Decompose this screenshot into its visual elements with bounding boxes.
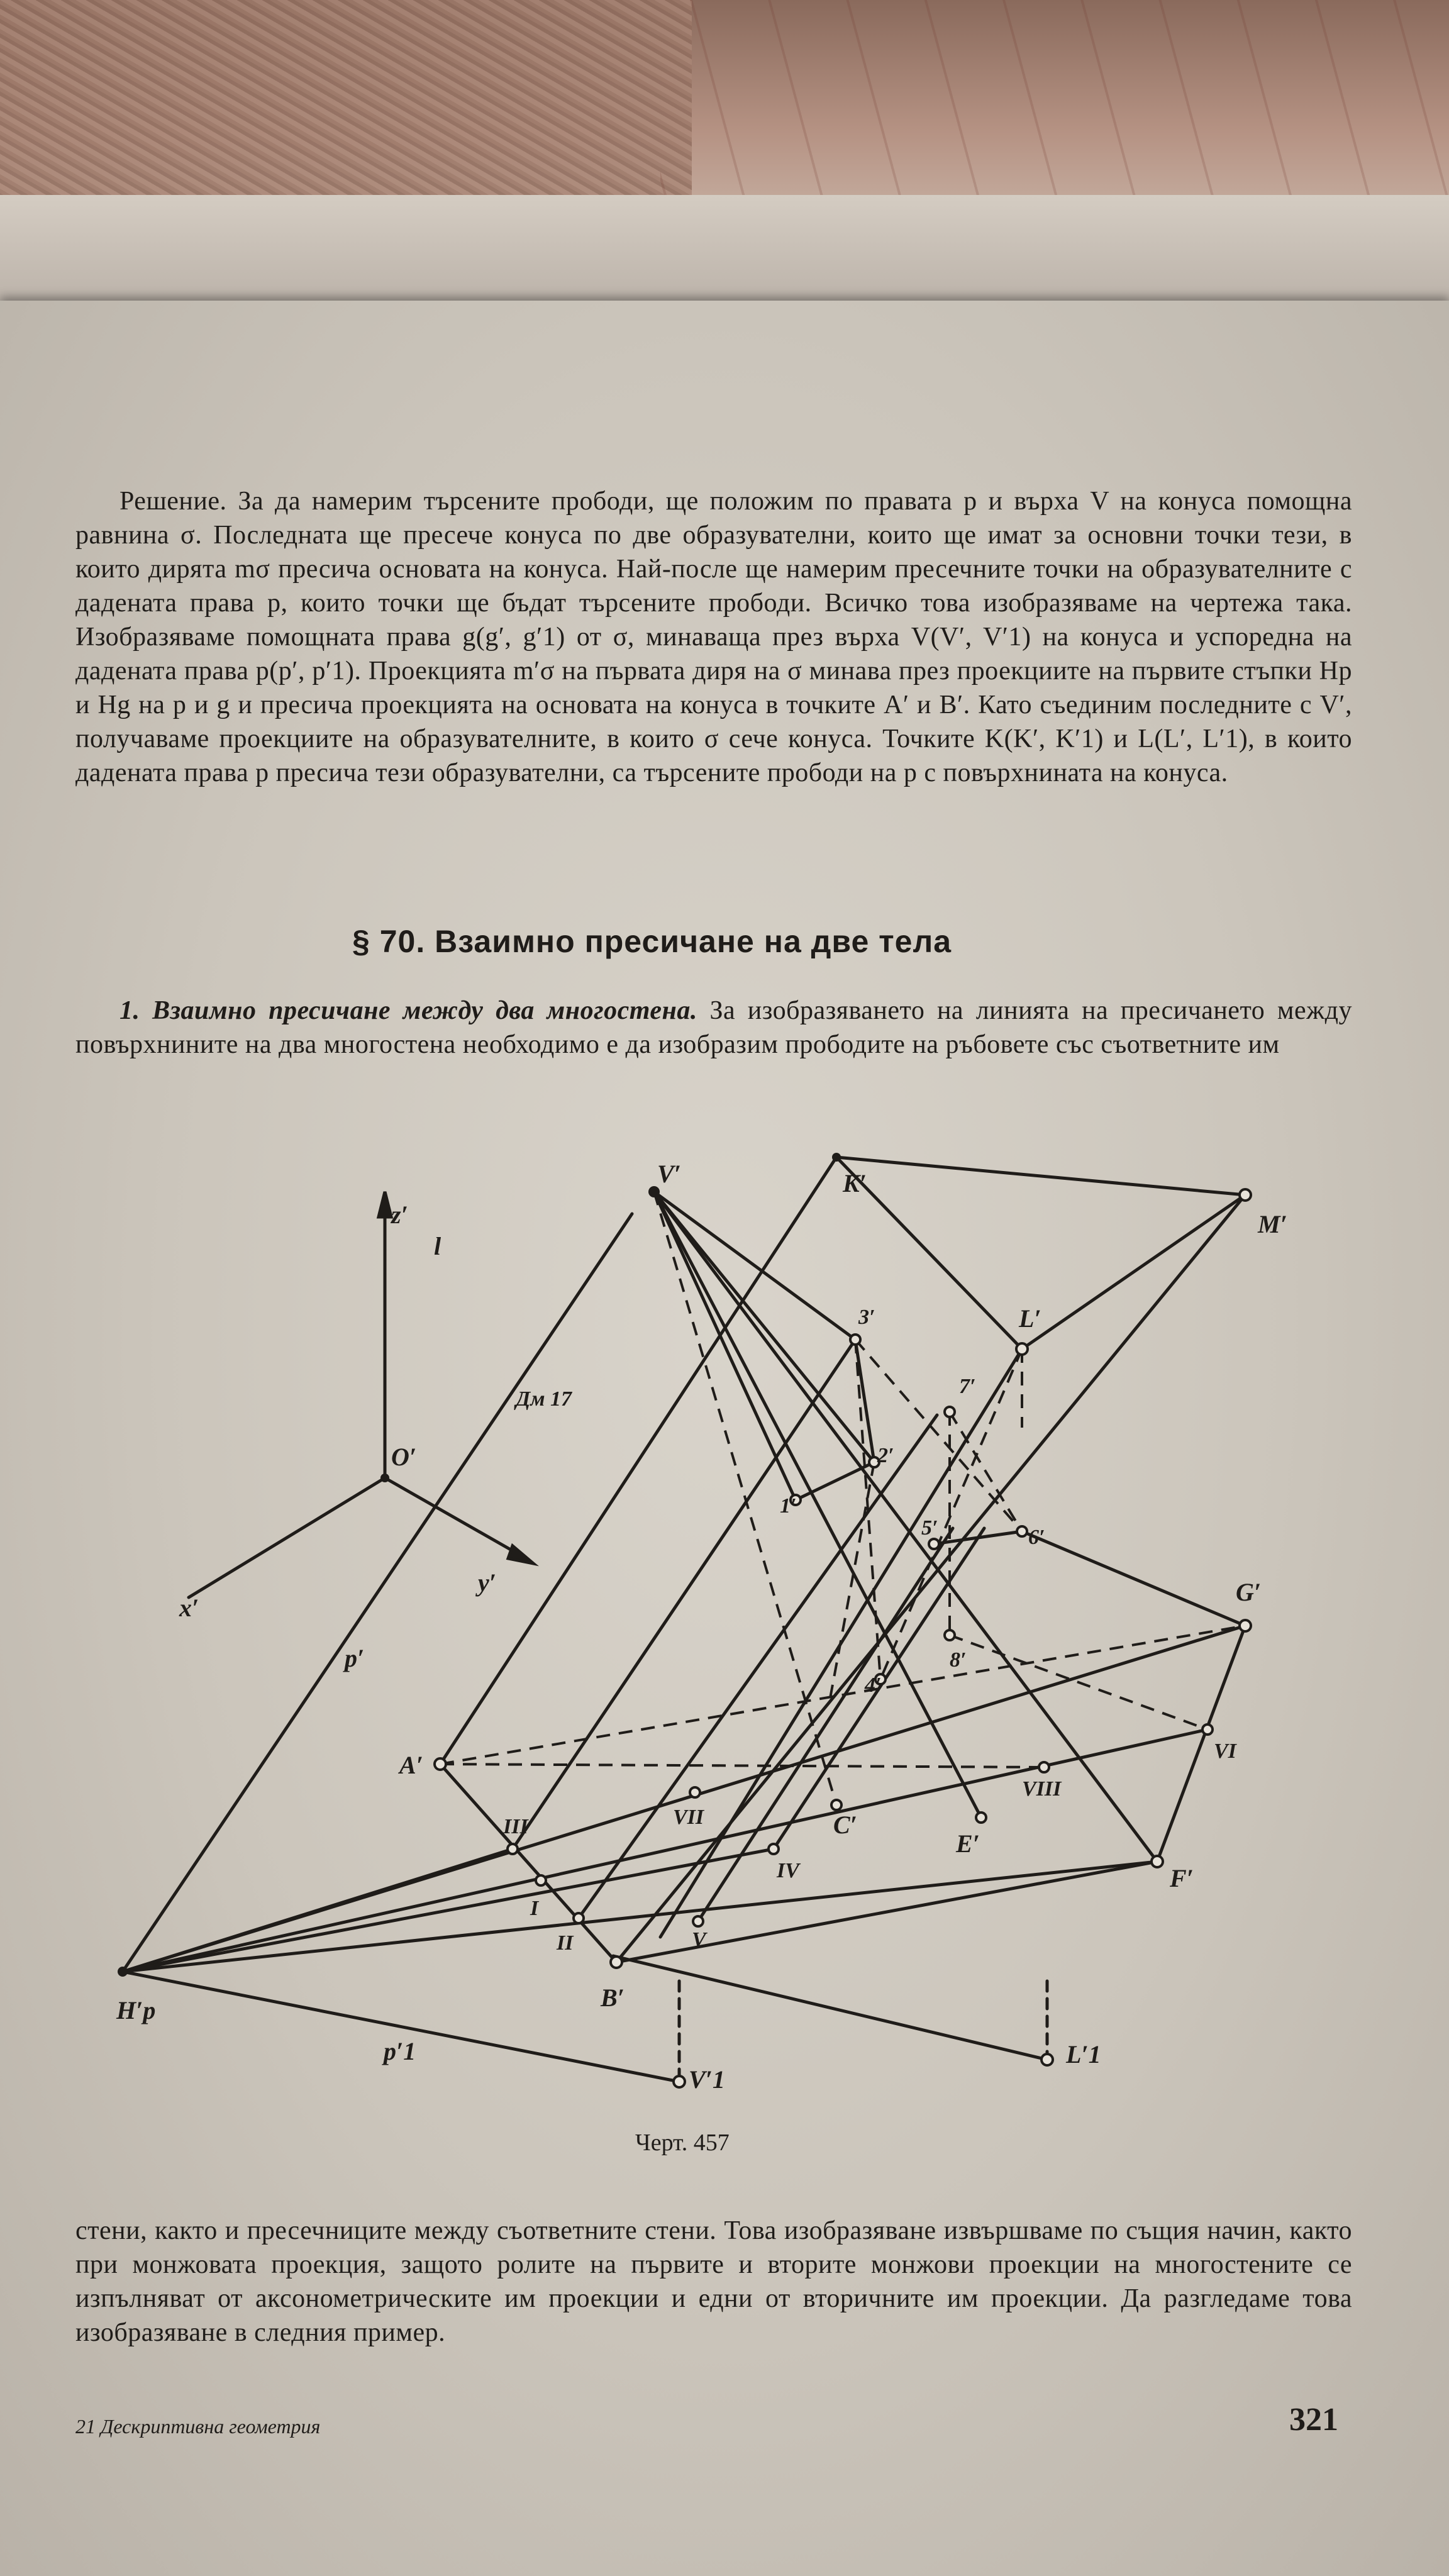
label-rVI: VI [1214,1740,1236,1763]
edge-ML [1022,1195,1245,1349]
axis-y-arrow [508,1546,533,1563]
paragraph-solution: Решение. За да намерим търсените прободи, ще положим по правата p и върха V на конуса помощна равнина σ. Последната ще пресече конуса по две образувателни, които ще имат за основни точки тези, в които дирята mσ пресича основата на конуса. Най-после ще намерим пресечните точки на образувателните с дадената права p, които точки ще бъдат търсените прободи. Всичко това изобразяваме на чертежа така. Изобразяваме помощната права g(g′, g′1) от σ, минаваща през върха V(V′, V′1) на конуса и успоредна на дадената права p(p′, p′1). Проекцията m′σ на първата диря на σ минава през проекциите на първите стъпки Hp и Hg на p и g и пресича проекцията на основата на конуса в точките A′ и B′. Като съединим последните с V′, получаваме проекциите на образувателните, в които σ сече конуса. Точките K(K′, K′1) и L(L′, L′1), в които дадената права p пресича тези образувателни, са търсените прободи на p с повърхнината на конуса. [75,487,1352,787]
point-VIII [1039,1762,1049,1772]
point-G [1240,1620,1251,1631]
point-E [976,1813,986,1823]
point-O [380,1474,389,1482]
paragraph-continued: стени, както и пресечниците между съответните стени. Това изобразяване извършваме по същия начин, както при монжовата проекция, защото ролите на първите и вторите монжови проекции на многостените се изпълняват от аксонометрическите им проекции и едни от вторичните им проекции. Да разгледаме това изобразяване в следния пример. [75,2216,1352,2347]
axis-x [189,1478,385,1597]
hidden-3-6 [855,1340,1022,1531]
edge-12 [796,1462,874,1500]
point-8 [945,1630,955,1640]
edge-KM [836,1157,1245,1195]
label-p: p′ [345,1644,365,1672]
edge-V1 [654,1192,796,1500]
label-O: O′ [391,1443,417,1471]
label-z: z′ [391,1201,408,1229]
label-rII: II [557,1931,574,1955]
edge-V2 [654,1192,874,1462]
label-L1: L′1 [1066,2040,1101,2068]
point-F [1152,1856,1163,1867]
figure-caption: Черт. 457 [635,2129,730,2156]
point-3 [850,1335,860,1345]
point-IV [769,1844,779,1854]
point-Vr [693,1916,703,1926]
section-heading: § 70. Взаимно пресичане на две тела [352,924,952,959]
point-C [831,1800,841,1810]
label-B: B′ [601,1984,625,2012]
point-K [832,1153,841,1162]
label-p1: p′1 [384,2037,416,2065]
label-x: x′ [179,1594,199,1622]
label-Hp: H′p [116,1996,156,2024]
label-n7: 7′ [959,1375,976,1398]
label-n3: 3′ [858,1306,875,1329]
fan-3 [123,1862,1157,1972]
label-M: M′ [1258,1210,1287,1238]
label-n4: 4′ [865,1674,882,1697]
edge-6G [1022,1531,1245,1626]
label-L: L′ [1019,1304,1041,1333]
par-3 [698,1528,953,1921]
label-rVII: VII [673,1806,704,1829]
point-L [1016,1343,1028,1355]
point-III [508,1844,518,1854]
label-n6: 6′ [1028,1526,1045,1549]
label-y: y′ [478,1568,497,1597]
label-l: l [434,1232,441,1260]
label-rV: V [692,1928,706,1951]
par-2 [579,1415,937,1918]
paragraph-intro-text: За изобразяването на линията на пресичането между повърхнините на два многостена необходимо е да изобразим прободите на ръбовете със съответните им [75,996,1352,1059]
label-E: E′ [956,1829,980,1858]
label-rI: I [530,1897,539,1920]
point-VI [1202,1724,1213,1735]
label-note: Дм 17 [516,1387,572,1411]
label-rVIII: VIII [1022,1777,1062,1801]
point-A [435,1758,446,1770]
point-5 [929,1539,939,1549]
label-rIV: IV [777,1859,799,1882]
point-B [611,1957,622,1968]
label-C: C′ [833,1811,857,1839]
point-L1 [1041,2054,1053,2065]
label-V: V′ [657,1160,681,1188]
point-I [536,1875,546,1885]
label-n1: 1′ [780,1494,797,1518]
edge-BM [616,1195,1245,1962]
axis-z-arrow [379,1192,391,1217]
page-number: 321 [1289,2402,1338,2438]
label-n2: 2′ [877,1444,894,1467]
label-n8: 8′ [950,1648,967,1672]
hidden-2-4 [830,1462,874,1698]
point-V1 [674,2076,685,2087]
point-II [574,1913,584,1923]
paragraph-intro-lead: 1. Взаимно пресичане между два многостена. [119,996,697,1025]
label-F: F′ [1170,1864,1194,1892]
label-A: A′ [399,1751,423,1779]
hidden-V-C [654,1192,836,1805]
label-K: K′ [843,1169,867,1197]
point-Hp [118,1967,128,1977]
label-n5: 5′ [921,1516,938,1540]
point-M [1240,1189,1251,1201]
footer-book-title: 21 Дескриптивна геометрия [75,2415,321,2438]
point-6 [1017,1526,1027,1536]
label-G: G′ [1236,1578,1262,1606]
point-VII [690,1787,700,1797]
label-rIII: III [503,1815,528,1838]
point-7 [945,1407,955,1417]
label-V1: V′1 [689,2065,725,2094]
hidden-3-4 [855,1340,880,1679]
